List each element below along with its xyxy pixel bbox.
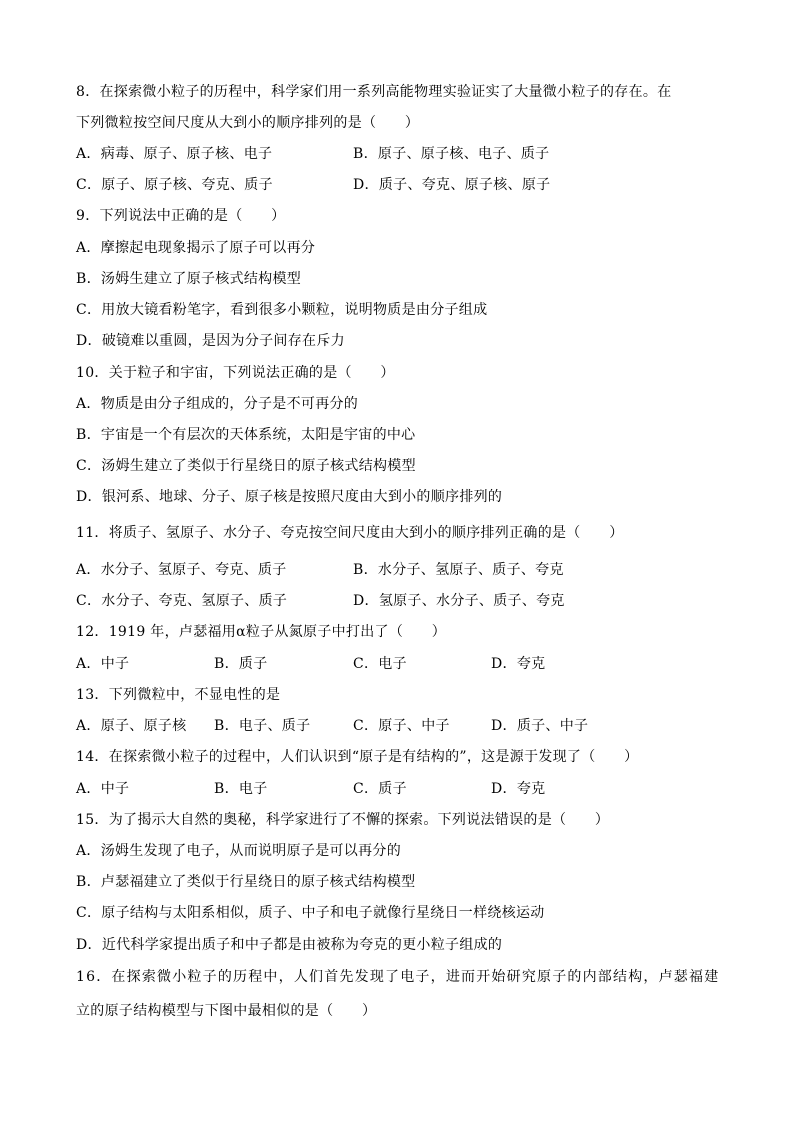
question-9-option-c: C．用放大镜看粉笔字，看到很多小颗粒，说明物质是由分子组成 (76, 302, 488, 318)
question-8-stem-line2: 下列微粒按空间尺度从大到小的顺序排列的是（ ） (76, 115, 420, 131)
question-8-option-a: A．病毒、原子、原子核、电子 (76, 146, 273, 162)
question-10-option-a: A．物质是由分子组成的，分子是不可再分的 (76, 396, 359, 412)
question-10-stem: 10．关于粒子和宇宙，下列说法正确的是（ ） (76, 365, 395, 381)
question-11-stem: 11．将质子、氢原子、水分子、夸克按空间尺度由大到小的顺序排列正确的是（ ） (76, 525, 624, 541)
question-16-stem-line2: 立的原子结构模型与下图中最相似的是（ ） (76, 1003, 377, 1019)
question-13-option-d: D．质子、中子 (491, 718, 589, 734)
question-13-stem: 13．下列微粒中，不显电性的是 (76, 687, 281, 703)
question-13-option-a: A．原子、原子核 (76, 718, 187, 734)
question-11-option-d: D．氢原子、水分子、质子、夸克 (353, 593, 565, 609)
question-13-option-c: C．原子、中子 (353, 718, 450, 734)
question-13-option-b: B．电子、质子 (214, 718, 311, 734)
question-14-option-b: B．电子 (214, 781, 268, 797)
question-9-option-a: A．摩擦起电现象揭示了原子可以再分 (76, 240, 316, 256)
question-14-option-d: D．夸克 (491, 781, 546, 797)
question-14-option-a: A．中子 (76, 781, 130, 797)
question-12-option-d: D．夸克 (491, 656, 546, 672)
question-15-option-c: C．原子结构与太阳系相似，质子、中子和电子就像行星绕日一样绕核运动 (76, 905, 545, 921)
question-15-option-a: A．汤姆生发现了电子，从而说明原子是可以再分的 (76, 843, 402, 859)
question-10-option-c: C．汤姆生建立了类似于行星绕日的原子核式结构模型 (76, 458, 416, 474)
question-8-stem-line1: 8．在探索微小粒子的历程中，科学家们用一系列高能物理实验证实了大量微小粒子的存在。在 (76, 84, 672, 100)
question-12-option-b: B．质子 (214, 656, 268, 672)
question-12-option-a: A．中子 (76, 656, 130, 672)
question-11-option-b: B．水分子、氢原子、质子、夸克 (353, 562, 564, 578)
question-11-option-a: A．水分子、氢原子、夸克、质子 (76, 562, 287, 578)
question-8-option-c: C．原子、原子核、夸克、质子 (76, 177, 273, 193)
question-16-stem-line1: 16．在探索微小粒子的历程中，人们首先发现了电子，进而开始研究原子的内部结构，卢瑟福建 (76, 969, 720, 985)
question-8-option-b: B．原子、原子核、电子、质子 (353, 146, 550, 162)
question-10-option-b: B．宇宙是一个有层次的天体系统，太阳是宇宙的中心 (76, 427, 416, 443)
question-14-option-c: C．质子 (353, 781, 407, 797)
question-10-option-d: D．银河系、地球、分子、原子核是按照尺度由大到小的顺序排列的 (76, 489, 503, 505)
question-9-stem: 9．下列说法中正确的是（ ） (76, 208, 286, 224)
question-15-option-b: B．卢瑟福建立了类似于行星绕日的原子核式结构模型 (76, 874, 416, 890)
question-12-option-c: C．电子 (353, 656, 407, 672)
question-12-stem: 12．1919 年，卢瑟福用α粒子从氮原子中打出了（ ） (76, 624, 447, 640)
question-15-option-d: D．近代科学家提出质子和中子都是由被称为夸克的更小粒子组成的 (76, 937, 503, 953)
question-8-option-d: D．质子、夸克、原子核、原子 (353, 177, 551, 193)
question-9-option-b: B．汤姆生建立了原子核式结构模型 (76, 271, 302, 287)
question-15-stem: 15．为了揭示大自然的奥秘，科学家进行了不懈的探索。下列说法错误的是（ ） (76, 812, 610, 828)
question-14-stem: 14．在探索微小粒子的过程中，人们认识到“原子是有结构的”，这是源于发现了（ ） (76, 749, 639, 765)
question-9-option-d: D．破镜难以重圆，是因为分子间存在斥力 (76, 333, 345, 349)
question-11-option-c: C．水分子、夸克、氢原子、质子 (76, 593, 288, 609)
